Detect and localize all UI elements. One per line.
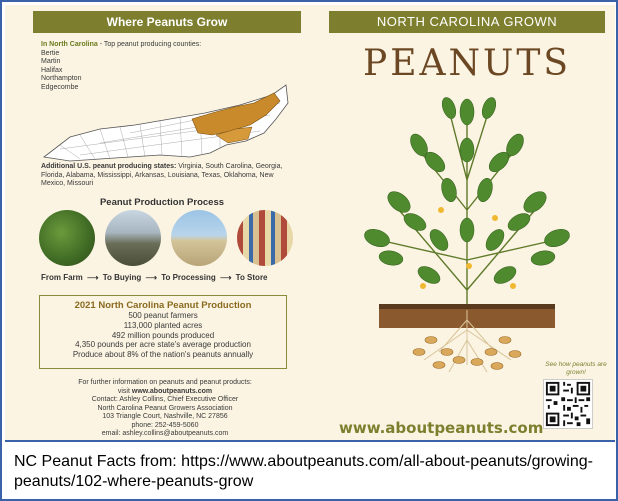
where-peanuts-grow-header: Where Peanuts Grow — [33, 11, 301, 33]
brochure — [5, 5, 615, 442]
county-item: Northampton — [41, 75, 82, 82]
production-title: 2021 North Carolina Peanut Production — [74, 300, 252, 311]
step-farm: From Farm — [41, 273, 83, 282]
county-item: Bertie — [41, 49, 60, 57]
visit-link[interactable]: www.aboutpeanuts.com — [131, 387, 213, 395]
contact-email[interactable]: email: ashley.collins@aboutpeanuts.com — [101, 430, 229, 437]
farm-photo — [39, 210, 95, 266]
process-steps — [41, 273, 301, 282]
source-caption: NC Peanut Facts from: https://www.aboutpeanuts.com/all-about-peanuts/growing-peanuts/102-where-peanuts-grow — [14, 453, 593, 490]
left-panel — [5, 5, 319, 442]
nc-county-map — [40, 75, 290, 165]
contact-org: North Carolina Peanut Growers Association — [97, 404, 233, 412]
contact-phone: phone: 252-459-5060 — [131, 421, 199, 429]
contact-address: 103 Triangle Court, Nashville, NC 27856 — [102, 413, 228, 420]
additional-states-label: Additional U.S. peanut producing states: — [41, 163, 177, 170]
process-title: Peanut Production Process — [99, 197, 225, 208]
production-box — [39, 295, 287, 369]
production-line: 500 peanut farmers — [128, 311, 198, 320]
additional-states-text: Virginia, South Carolina, Georgia, Florida, Alabama, Mississippi, Arkansas, Louisiana, Texas, Oklahoma, New Mexico, Missouri — [41, 163, 283, 187]
visit-prefix: visit — [117, 387, 132, 395]
about-peanuts-url[interactable]: www.aboutpeanuts.com — [339, 419, 544, 437]
peanut-plant-illustration — [319, 90, 615, 380]
contact-line: Contact: Ashley Collins, Chief Executive Officer — [91, 396, 239, 403]
buying-photo — [105, 210, 161, 266]
see-how-caption: See how peanuts are grown! — [545, 361, 607, 376]
additional-states — [41, 163, 291, 189]
contact-intro: For further information on peanuts and peanut products: — [78, 379, 252, 386]
production-line: 4,350 pounds per acre state's average production — [75, 340, 251, 350]
nc-grown-header: NORTH CAROLINA GROWN — [329, 11, 605, 33]
production-line: 113,000 planted acres — [123, 320, 203, 330]
store-photo — [237, 210, 293, 266]
county-item: Martin — [41, 58, 61, 65]
contact-info — [41, 379, 289, 439]
production-line: 492 million pounds produced — [111, 330, 215, 340]
right-panel — [319, 5, 615, 442]
process-photos — [35, 210, 295, 270]
step-buying: To Buying — [102, 273, 142, 282]
nc-intro-text: - Top peanut producing counties: — [97, 41, 202, 48]
arrow-icon: ⟶ — [219, 273, 232, 282]
step-store: To Store — [235, 273, 268, 282]
production-line: Produce about 8% of the nation's peanuts annually — [72, 350, 254, 360]
arrow-icon: ⟶ — [87, 273, 99, 282]
arrow-icon: ⟶ — [145, 273, 157, 282]
peanuts-title: PEANUTS — [362, 43, 571, 84]
county-item: Edgecombe — [41, 83, 79, 91]
processing-photo — [171, 210, 227, 266]
county-item: Halifax — [41, 66, 63, 74]
nc-intro-label: In North Carolina — [41, 41, 98, 48]
step-processing: To Processing — [161, 273, 216, 282]
qr-code-icon[interactable] — [543, 379, 593, 429]
